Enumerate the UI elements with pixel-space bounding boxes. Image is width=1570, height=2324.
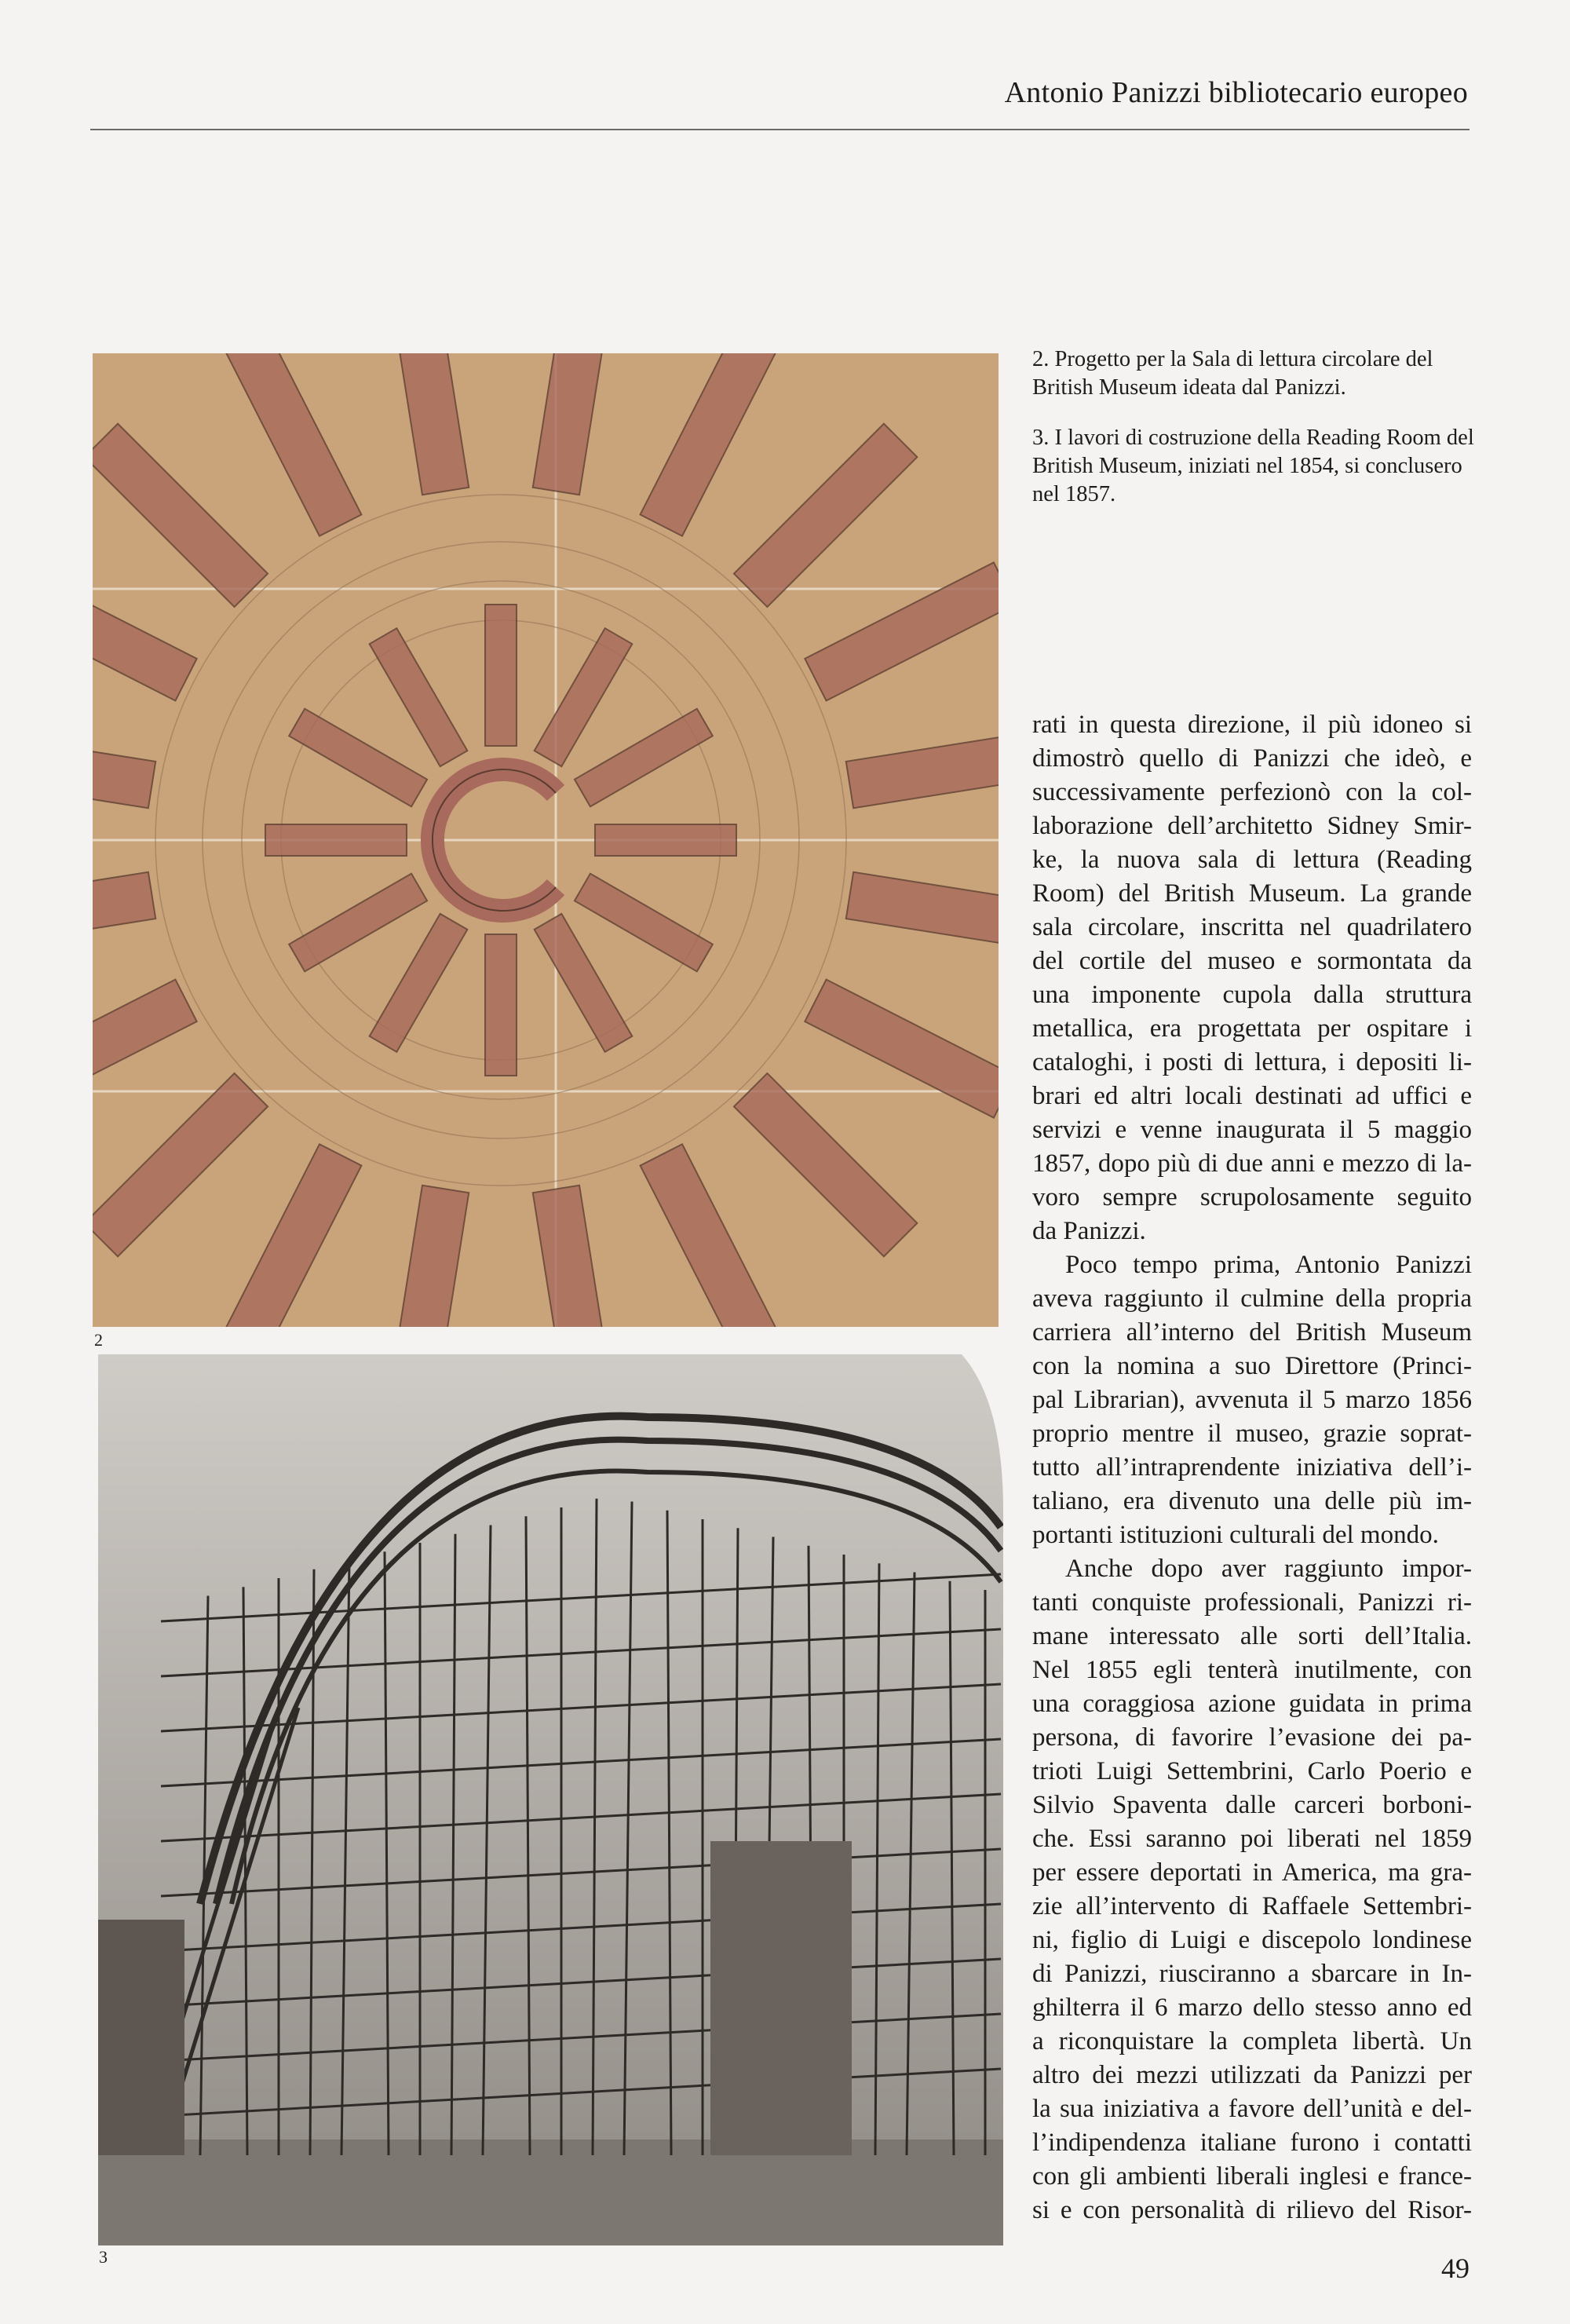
body-line: si e con personalità di rilievo del Risor- [1032, 2196, 1472, 2224]
body-line: da Panizzi. [1032, 1217, 1146, 1245]
body-line: altro dei mezzi utilizzati da Panizzi per [1032, 2061, 1472, 2089]
inner-bookcase [595, 824, 736, 856]
body-line: rati in questa direzione, il più idoneo si [1032, 711, 1472, 739]
brick-pier [710, 1841, 852, 2155]
body-line: laborazione dell’architetto Sidney Smir- [1032, 812, 1472, 840]
figure-captions [1032, 345, 1488, 531]
caption-figure-3: 3. I lavori di costruzione della Reading Room del British Museum, iniziati nel 1854, si conclusero nel 1857. [1032, 426, 1474, 506]
body-line: servizi e venne inaugurata il 5 maggio [1032, 1116, 1472, 1144]
body-line: tanti conquiste professionali, Panizzi ri- [1032, 1588, 1472, 1617]
construction-photo [98, 1354, 1003, 2245]
body-line: Poco tempo prima, Antonio Panizzi [1065, 1251, 1472, 1279]
body-line: aveva raggiunto il culmine della propria [1032, 1284, 1472, 1313]
body-line: persona, di favorire l’evasione dei pa- [1032, 1723, 1472, 1752]
body-line: per essere deportati in America, ma gra- [1032, 1858, 1472, 1887]
body-line: brari ed altri locali destinati ad uffici e [1032, 1082, 1472, 1110]
figure-number-3: 3 [99, 2247, 108, 2267]
body-line: dimostrò quello di Panizzi che ideò, e [1032, 744, 1472, 773]
figure-number-2: 2 [94, 1330, 103, 1350]
running-header: Antonio Panizzi bibliotecario europeo [1004, 76, 1468, 109]
brick-wall [98, 1920, 184, 2155]
body-line: portanti istituzioni culturali del mondo. [1032, 1521, 1439, 1549]
body-line: una coraggiosa azione guidata in prima [1032, 1690, 1472, 1718]
body-line: ghilterra il 6 marzo dello stesso anno ed [1032, 1993, 1472, 2022]
ground [98, 2139, 1003, 2245]
body-line: con gli ambienti liberali inglesi e france- [1032, 2162, 1472, 2191]
body-line: mane interessato alle sorti dell’Italia. [1032, 1622, 1472, 1650]
inner-bookcase [485, 605, 517, 746]
inner-bookcase [485, 934, 517, 1076]
body-line: che. Essi saranno poi liberati nel 1859 [1032, 1825, 1472, 1853]
body-line: sala circolare, inscritta nel quadrilatero [1032, 913, 1472, 941]
plan-drawing [93, 353, 999, 1327]
body-line: trioti Luigi Settembrini, Carlo Poerio e [1032, 1757, 1472, 1785]
body-line: proprio mentre il museo, grazie soprat- [1032, 1420, 1472, 1448]
inner-bookcase [265, 824, 407, 856]
body-line: la sua iniziativa a favore dell’unità e del- [1032, 2095, 1472, 2123]
body-line: successivamente perfezionò con la col- [1032, 778, 1472, 806]
body-line: di Panizzi, riusciranno a sbarcare in In- [1032, 1960, 1472, 1988]
body-line: tutto all’intraprendente iniziativa dell’i- [1032, 1453, 1472, 1482]
body-line: con la nomina a suo Direttore (Princi- [1032, 1352, 1472, 1380]
body-line: taliano, era divenuto una delle più im- [1032, 1487, 1472, 1515]
body-line: una imponente cupola dalla struttura [1032, 981, 1472, 1009]
body-line: l’indipendenza italiane furono i contatti [1032, 2129, 1472, 2157]
figure-construction-photo [98, 1354, 1003, 2245]
body-line: metallica, era progettata per ospitare i [1032, 1014, 1472, 1043]
body-line: ke, la nuova sala di lettura (Reading [1032, 846, 1472, 874]
body-line: Nel 1855 egli tenterà inutilmente, con [1032, 1656, 1472, 1684]
body-line: pal Librarian), avvenuta il 5 marzo 1856 [1032, 1386, 1472, 1414]
header-rule [90, 129, 1470, 130]
body-line: voro sempre scrupolosamente seguito [1032, 1183, 1472, 1211]
body-line: Anche dopo aver raggiunto impor- [1065, 1555, 1472, 1583]
body-line: del cortile del museo e sormontata da [1032, 947, 1472, 975]
body-line: a riconquistare la completa libertà. Un [1032, 2027, 1472, 2055]
body-line: Silvio Spaventa dalle carceri borboni- [1032, 1791, 1472, 1819]
caption-figure-2: 2. Progetto per la Sala di lettura circolare del British Museum ideata dal Panizzi. [1032, 347, 1433, 400]
body-line: ni, figlio di Luigi e discepolo londinese [1032, 1926, 1472, 1954]
body-line: carriera all’interno del British Museum [1032, 1318, 1472, 1347]
body-line: 1857, dopo più di due anni e mezzo di la- [1032, 1149, 1472, 1178]
body-line: cataloghi, i posti di lettura, i depositi li- [1032, 1048, 1472, 1076]
body-line: zie all’intervento di Raffaele Settembri- [1032, 1892, 1472, 1920]
body-line: Room) del British Museum. La grande [1032, 879, 1472, 908]
figure-reading-room-plan [93, 353, 999, 1327]
page-number: 49 [1441, 2253, 1470, 2284]
body-text [1032, 708, 1472, 2227]
